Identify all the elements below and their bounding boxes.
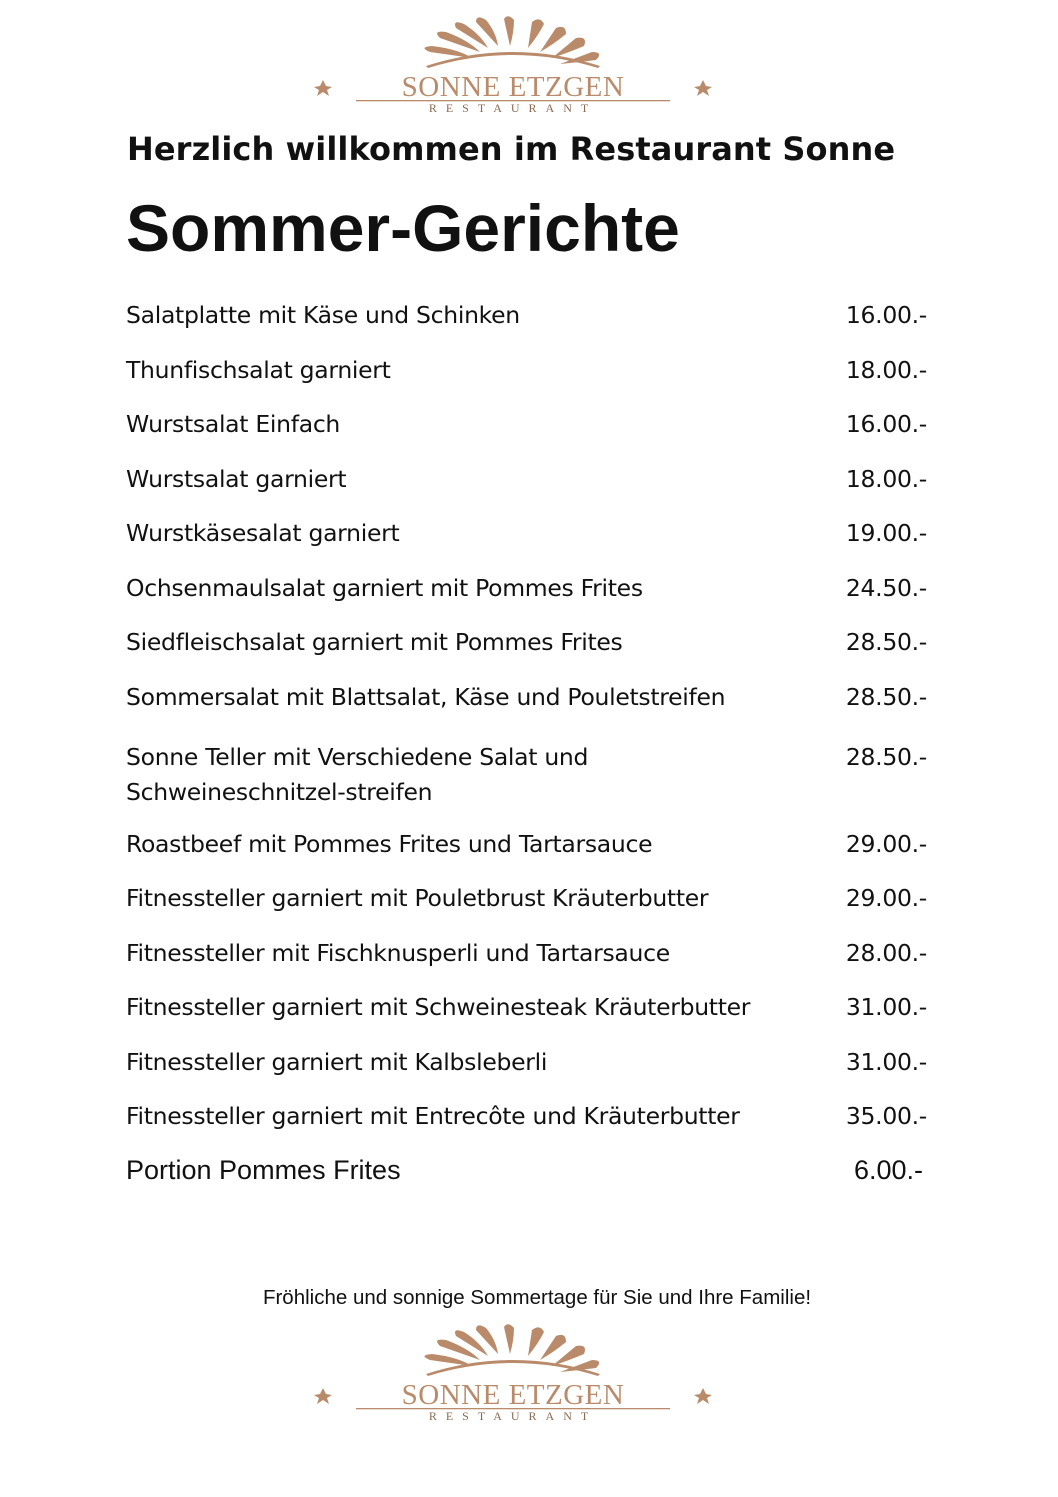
item-name: Portion Pommes Frites	[126, 1155, 401, 1185]
item-name: Sonne Teller mit Verschiedene Salat und Schweineschnitzel-streifen	[126, 743, 589, 806]
item-name: Wurstsalat Einfach	[126, 410, 341, 438]
item-name: Fitnessteller mit Fischknusperli und Tartarsauce	[126, 939, 670, 967]
item-price: 24.50.-	[845, 574, 927, 602]
item-price: 31.00.-	[845, 1048, 927, 1076]
item-price: 18.00.-	[845, 356, 927, 384]
item-price: 28.50.-	[845, 683, 927, 711]
sun-logo-icon	[308, 1324, 718, 1428]
item-price: 35.00.-	[845, 1102, 927, 1130]
brand-subtitle: RESTAURANT	[428, 101, 598, 115]
item-name: Thunfischsalat garniert	[126, 356, 391, 384]
logo-bottom	[308, 1324, 718, 1428]
item-name: Ochsenmaulsalat garniert mit Pommes Frites	[126, 574, 643, 602]
footer-note: Fröhliche und sonnige Sommertage für Sie und Ihre Familie!	[262, 1286, 812, 1309]
item-price: 16.00.-	[845, 301, 927, 329]
item-price: 6.00.-	[853, 1155, 923, 1185]
item-name: Fitnessteller garniert mit Entrecôte und Kräuterbutter	[126, 1102, 740, 1130]
brand-subtitle: RESTAURANT	[428, 1409, 598, 1423]
item-name: Salatplatte mit Käse und Schinken	[126, 301, 520, 329]
item-name: Fitnessteller garniert mit Pouletbrust Kräuterbutter	[126, 884, 709, 912]
page-title: Sommer-Gerichte	[126, 191, 680, 265]
item-name: Siedfleischsalat garniert mit Pommes Frites	[126, 628, 623, 656]
brand-name: SONNE ETZGEN	[401, 1379, 625, 1411]
item-price: 16.00.-	[845, 410, 927, 438]
item-price: 19.00.-	[845, 519, 927, 547]
welcome-heading: Herzlich willkommen im Restaurant Sonne	[127, 130, 896, 168]
item-name: Fitnessteller garniert mit Kalbsleberli	[126, 1048, 548, 1076]
item-name: Sommersalat mit Blattsalat, Käse und Pouletstreifen	[126, 683, 726, 711]
brand-name: SONNE ETZGEN	[401, 71, 625, 103]
item-price: 18.00.-	[845, 465, 927, 493]
item-price: 29.00.-	[845, 830, 927, 858]
item-price: 29.00.-	[845, 884, 927, 912]
item-name: Roastbeef mit Pommes Frites und Tartarsauce	[126, 830, 653, 858]
item-price: 28.50.-	[845, 743, 927, 771]
item-name: Wurstsalat garniert	[126, 465, 347, 493]
item-price: 31.00.-	[845, 993, 927, 1021]
item-price: 28.00.-	[845, 939, 927, 967]
item-name: Wurstkäsesalat garniert	[126, 519, 400, 547]
item-price: 28.50.-	[845, 628, 927, 656]
item-name: Fitnessteller garniert mit Schweinesteak Kräuterbutter	[126, 993, 751, 1021]
